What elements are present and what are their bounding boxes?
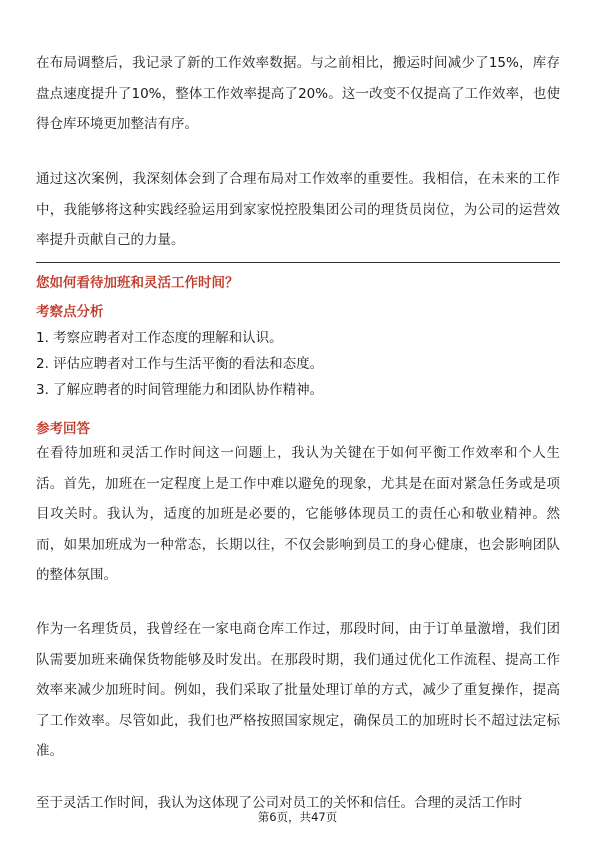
page-number: 第6页，共47页 <box>257 810 338 824</box>
answer-paragraph-flexible-time: 至于灵活工作时间，我认为这体现了公司对员工的关怀和信任。合理的灵活工作时 <box>36 795 522 811</box>
list-item: 1. 考察应聘者对工作态度的理解和认识。 <box>36 330 283 346</box>
paragraph-case-reflection: 通过这次案例，我深刻体会到了合理布局对工作效率的重要性。我相信，在未来的工作中，我能够将这种实践经验运用到家家悦控股集团公司的理货员岗位，为公司的运营效率提升贡献自己的力量。 <box>36 171 560 249</box>
answer-heading: 参考回答 <box>36 421 90 437</box>
analysis-heading: 考察点分析 <box>36 304 104 320</box>
list-item: 2. 评估应聘者对工作与生活平衡的看法和态度。 <box>36 356 324 372</box>
answer-paragraph-overtime-view: 在看待加班和灵活工作时间这一问题上，我认为关键在于如何平衡工作效率和个人生活。首先，加班在一定程度上是工作中难以避免的现象，尤其是在面对紧急任务或是项目攻关时。我认为，适度的加班是必要的，它能够体现员工的责任心和敬业精神。然而，如果加班成为一种常态，长期以往，不仅会影响到员工的身心健康，也会影响团队的整体氛围。 <box>36 445 560 584</box>
answer-paragraph-experience: 作为一名理货员，我曾经在一家电商仓库工作过，那段时间，由于订单量激增，我们团队需要加班来确保货物能够及时发出。在那段时期，我们通过优化工作流程、提高工作效率来减少加班时间。例如，我们采取了批量处理订单的方式，减少了重复操作，提高了工作效率。尽管如此，我们也严格按照国家规定，确保员工的加班时长不超过法定标准。 <box>36 621 560 760</box>
analysis-list <box>36 325 560 403</box>
question-title: 您如何看待加班和灵活工作时间？ <box>36 275 239 291</box>
paragraph-layout-results: 在布局调整后，我记录了新的工作效率数据。与之前相比，搬运时间减少了15%，库存盘点速度提升了10%，整体工作效率提高了20%。这一改变不仅提高了工作效率，也使得仓库环境更加整洁有序。 <box>36 55 560 133</box>
section-divider <box>36 262 560 263</box>
list-item: 3. 了解应聘者的时间管理能力和团队协作精神。 <box>36 382 324 398</box>
